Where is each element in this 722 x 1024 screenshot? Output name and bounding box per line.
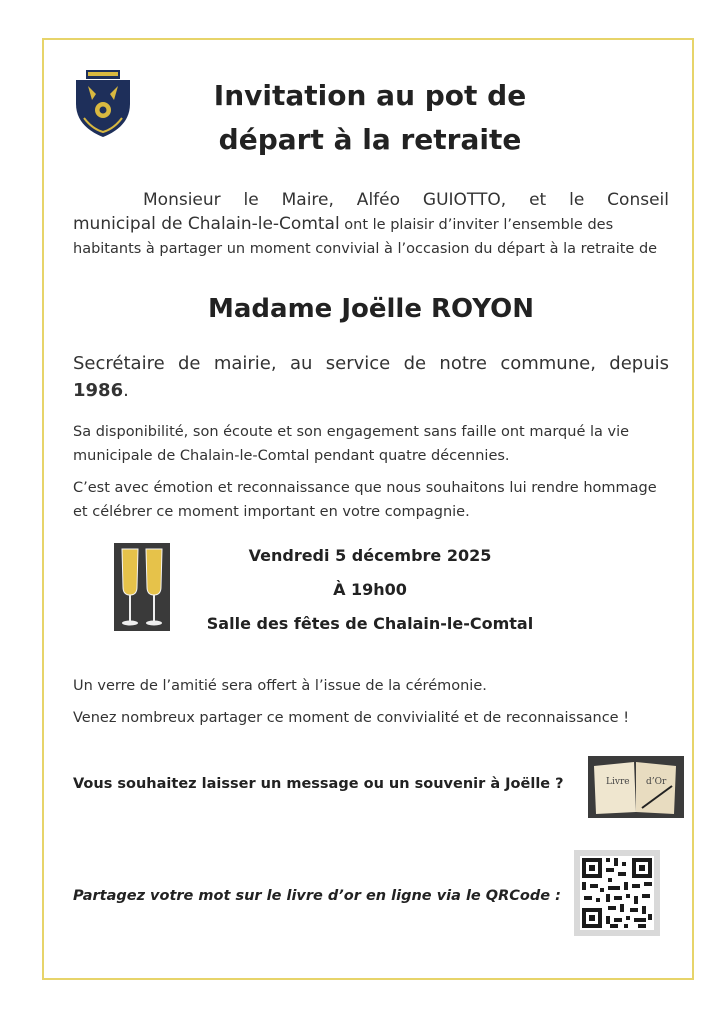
intro-line-2-small: ont le plaisir d’inviter l’ensemble des	[339, 217, 614, 233]
intro-line-1: Monsieur le Maire, Alféo GUIOTTO, et le Conseil	[143, 190, 669, 210]
role-paragraph	[73, 350, 669, 404]
coat-of-arms-icon	[74, 70, 132, 138]
role-text: Secrétaire de mairie, au service de notre commune, depuis	[73, 353, 669, 374]
book-label-2: d’Or	[646, 777, 667, 787]
intro-line-2-big: municipal de Chalain-le-Comtal	[73, 214, 340, 234]
invite-paragraph: Venez nombreux partager ce moment de convivialité et de reconnaissance !	[73, 710, 630, 726]
champagne-glasses-icon	[114, 543, 170, 631]
title-line-2: départ à la retraite	[218, 123, 522, 156]
guestbook-question: Vous souhaitez laisser un message ou un souvenir à Joëlle ?	[73, 776, 564, 792]
celebration-paragraph: C’est avec émotion et reconnaissance que nous souhaitons lui rendre hommage et célébrer ce moment important en votre compagnie.	[73, 480, 657, 520]
book-label-1: Livre	[606, 777, 630, 787]
event-time: À 19h00	[333, 580, 407, 599]
role-year: 1986	[73, 380, 124, 401]
intro-paragraph	[73, 188, 669, 261]
honoree-name: Madame Joëlle ROYON	[208, 294, 534, 324]
qr-code[interactable]	[574, 850, 660, 936]
invitation-title	[140, 74, 600, 162]
role-end: .	[123, 380, 129, 401]
drink-paragraph: Un verre de l’amitié sera offert à l’issue de la cérémonie.	[73, 678, 487, 694]
title-line-1: Invitation au pot de	[213, 79, 527, 112]
tribute-paragraph: Sa disponibilité, son écoute et son engagement sans faille ont marqué la vie municipale de Chalain-le-Comtal pendant quatre décennies.	[73, 424, 630, 464]
intro-line-3: habitants à partager un moment convivial à l’occasion du départ à la retraite de	[73, 241, 658, 257]
guestbook-icon	[588, 756, 684, 818]
event-place: Salle des fêtes de Chalain-le-Comtal	[206, 614, 534, 633]
event-date: Vendredi 5 décembre 2025	[248, 546, 492, 565]
qrcode-prompt: Partagez votre mot sur le livre d’or en ligne via le QRCode :	[73, 888, 561, 904]
